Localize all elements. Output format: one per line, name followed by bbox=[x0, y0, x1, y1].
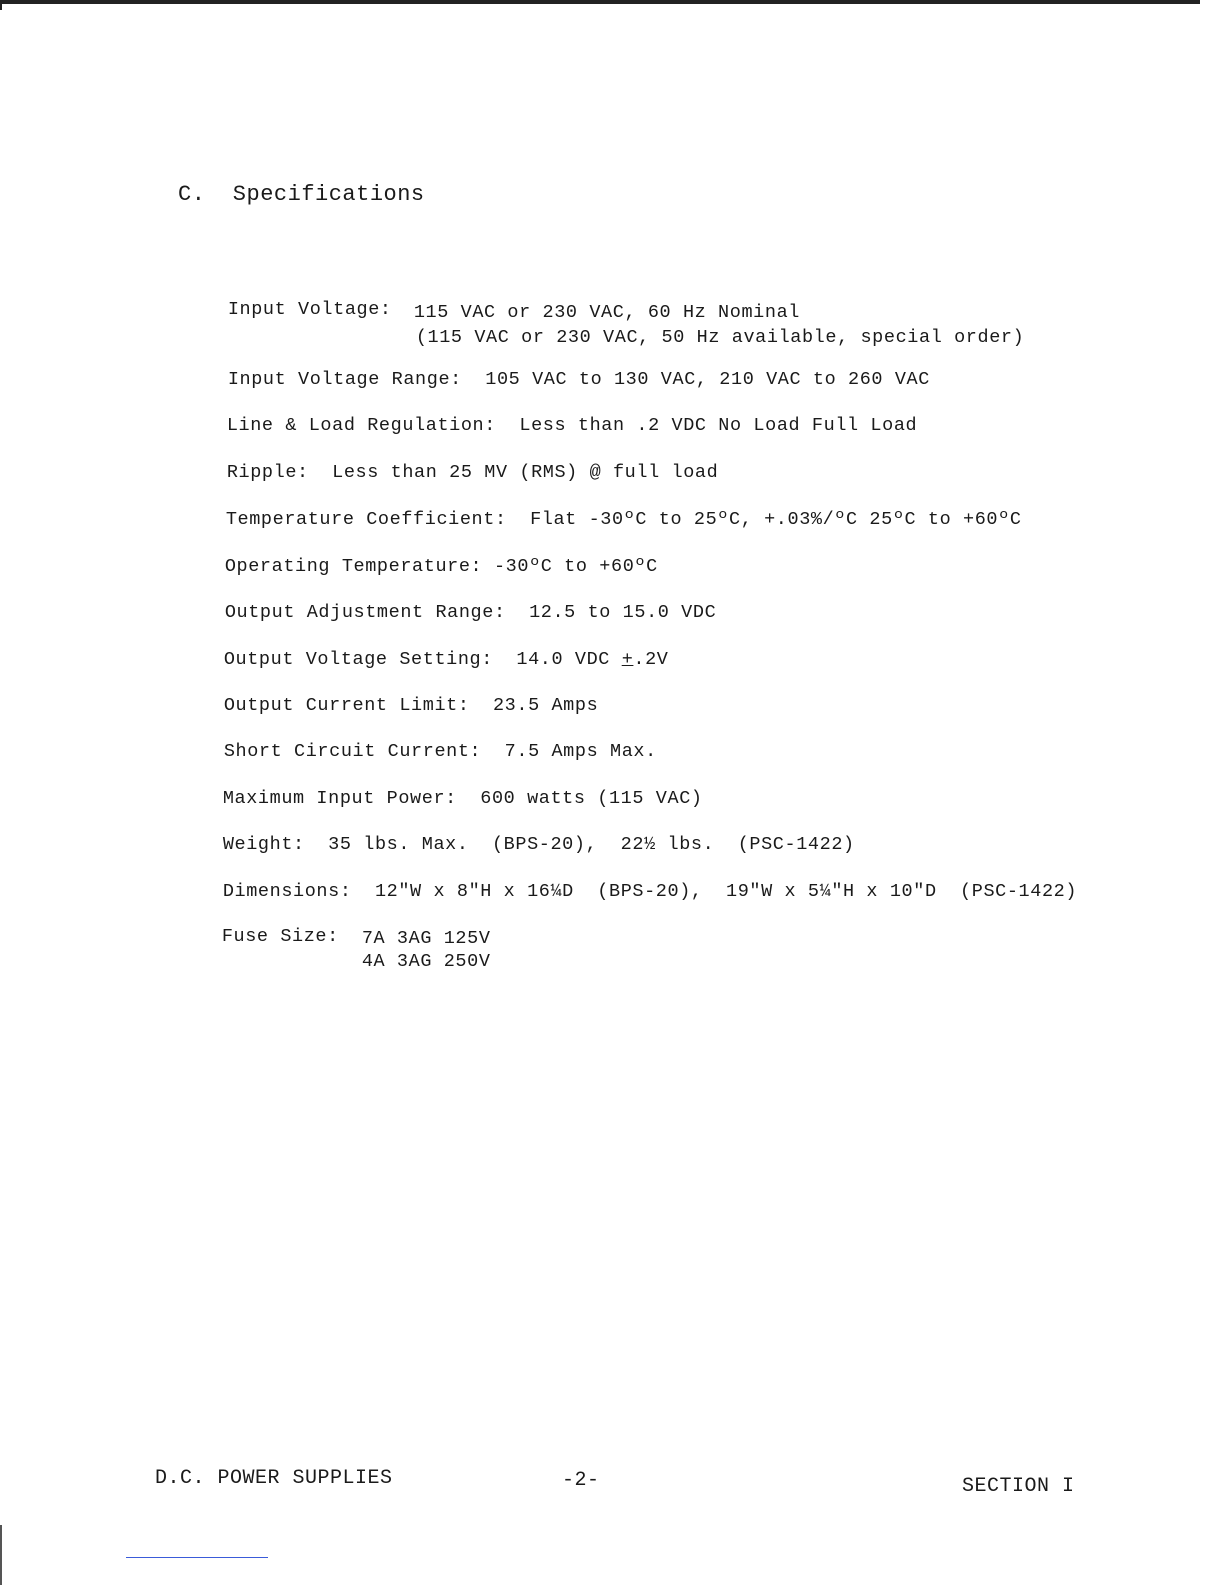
spec-value: 12.5 to 15.0 VDC bbox=[529, 602, 717, 623]
spec-label: Output Current Limit: bbox=[223, 695, 470, 716]
footer-page-number: -2- bbox=[562, 1469, 600, 1492]
spec-label: Temperature Coefficient: bbox=[225, 509, 507, 530]
spec-label: Operating Temperature: bbox=[224, 556, 483, 577]
spec-label: Maximum Input Power: bbox=[222, 788, 457, 809]
spec-value: 115 VAC or 230 VAC, 60 Hz Nominal bbox=[413, 302, 800, 323]
spec-value: (115 VAC or 230 VAC, 50 Hz available, special order) bbox=[415, 327, 1025, 348]
spec-value: Less than .2 VDC No Load Full Load bbox=[519, 415, 918, 436]
spec-value: Flat -30ºC to 25ºC, +.03%/ºC 25ºC to +60ºC bbox=[530, 509, 1022, 530]
spec-value: 7A 3AG 125V bbox=[361, 928, 491, 949]
spec-value: Less than 25 MV (RMS) @ full load bbox=[332, 462, 719, 483]
spec-label: Input Voltage Range: bbox=[227, 369, 462, 390]
plus-minus-sign: + bbox=[621, 649, 634, 670]
spec-value: 12"W x 8"H x 16¼D (BPS-20), 19"W x 5¼"H x 10"D (PSC-1422) bbox=[374, 881, 1078, 902]
spec-value: 35 lbs. Max. (BPS-20), 22½ lbs. (PSC-1422) bbox=[328, 834, 855, 855]
bottom-decorative-line bbox=[126, 1557, 268, 1558]
spec-label: Output Adjustment Range: bbox=[224, 602, 506, 623]
footer-right: SECTION I bbox=[962, 1475, 1075, 1498]
spec-value: 4A 3AG 250V bbox=[361, 951, 491, 972]
spec-value-prefix: 14.0 VDC bbox=[516, 649, 622, 670]
spec-value-suffix: .2V bbox=[633, 649, 669, 670]
spec-label: Output Voltage Setting: bbox=[223, 649, 493, 670]
spec-label: Weight: bbox=[222, 834, 305, 855]
footer-left: D.C. POWER SUPPLIES bbox=[155, 1467, 393, 1490]
spec-value: 600 watts (115 VAC) bbox=[480, 788, 703, 809]
spec-label: Dimensions: bbox=[222, 881, 352, 902]
spec-label: Line & Load Regulation: bbox=[226, 415, 496, 436]
spec-label: Input Voltage: bbox=[227, 299, 392, 320]
spec-value: -30ºC to +60ºC bbox=[493, 556, 658, 577]
spec-input-voltage bbox=[181, 278, 392, 341]
left-border-tick bbox=[0, 0, 2, 10]
spec-label: Fuse Size: bbox=[221, 926, 339, 947]
left-border-bottom-rule bbox=[0, 1525, 2, 1585]
spec-label: Ripple: bbox=[226, 462, 309, 483]
spec-value: 7.5 Amps Max. bbox=[504, 741, 657, 762]
spec-label: Short Circuit Current: bbox=[223, 741, 482, 762]
spec-value: 105 VAC to 130 VAC, 210 VAC to 260 VAC bbox=[485, 369, 930, 390]
spec-fuse-size-value-2 bbox=[315, 930, 491, 993]
top-border-rule bbox=[0, 0, 1200, 4]
section-heading: C. Specifications bbox=[178, 182, 425, 207]
spec-value: 23.5 Amps bbox=[492, 695, 599, 716]
